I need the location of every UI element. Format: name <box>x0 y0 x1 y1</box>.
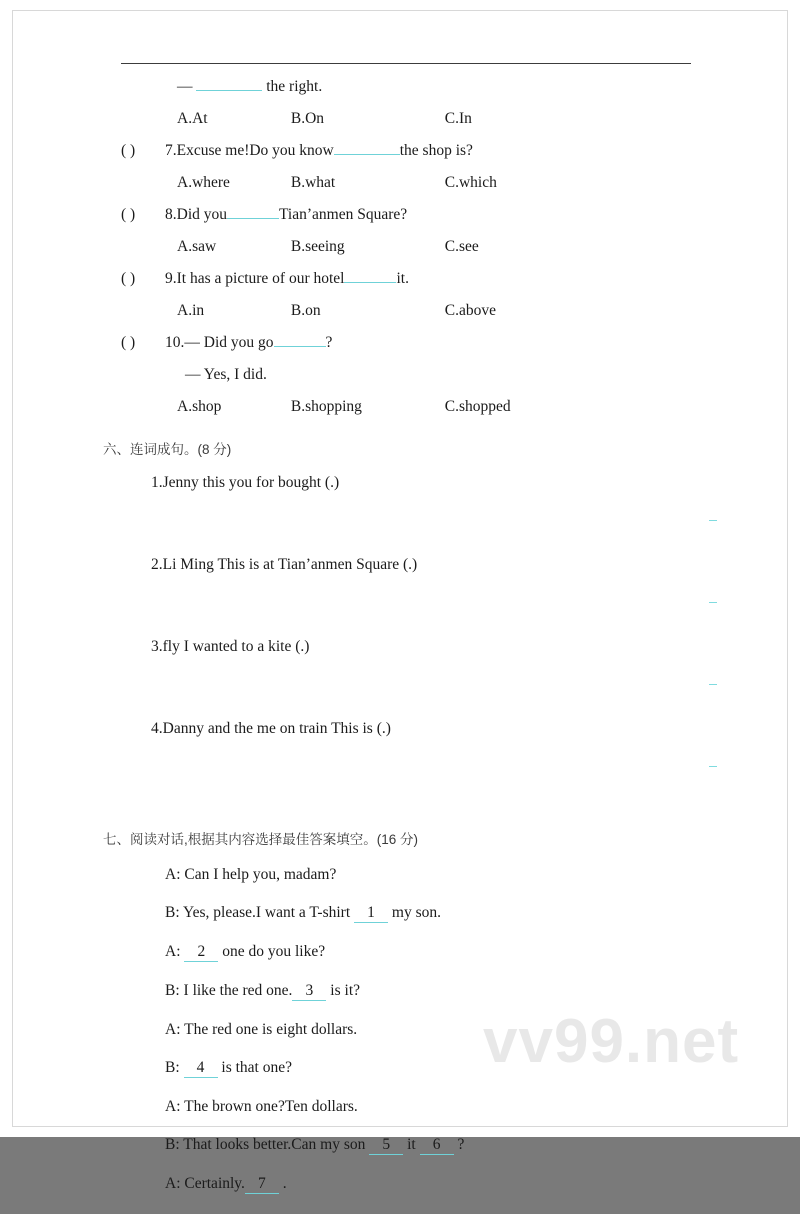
dialogue-text: it <box>403 1136 420 1153</box>
dialogue-line <box>165 866 701 884</box>
worksheet-sheet <box>12 10 788 1192</box>
sentence-item-2: 2.Li Ming This is at Tian’anmen Square (.) <box>151 556 418 573</box>
question-number: 7. <box>165 142 177 159</box>
section-six-heading: 六、连词成句。(8 分) <box>103 442 232 457</box>
question-stem-tail: it. <box>396 270 409 287</box>
answer-blank-5[interactable]: 5 <box>369 1136 403 1155</box>
dialogue-speaker: A: <box>165 1021 185 1038</box>
sentence-item-1: 1.Jenny this you for bought (.) <box>151 474 340 491</box>
dialogue-line <box>165 982 701 1001</box>
tick-mark-icon <box>709 520 717 521</box>
answer-blank[interactable] <box>334 154 400 155</box>
section-seven-heading: 七、阅读对话,根据其内容选择最佳答案填空。(16 分) <box>103 832 419 847</box>
dialogue-text: That looks better.Can my son <box>183 1136 370 1153</box>
answer-writing-space[interactable] <box>121 656 701 720</box>
answer-blank-2[interactable]: 2 <box>184 943 218 962</box>
question-10 <box>121 334 701 352</box>
dialogue-text: Yes, please.I want a T-shirt <box>182 904 355 921</box>
dialogue-speaker: A: <box>165 866 185 883</box>
question-stem: Excuse me!Do you know <box>176 142 334 159</box>
question-stem: It has a picture of our hotel <box>176 270 345 287</box>
tick-mark-icon <box>709 602 717 603</box>
answer-blank[interactable] <box>196 90 262 91</box>
dialogue-text: is that one? <box>217 1059 292 1076</box>
dialogue-line <box>165 1175 701 1194</box>
option-row <box>177 398 701 416</box>
dialogue-speaker: A: <box>165 1175 185 1192</box>
answer-blank-1[interactable]: 1 <box>354 904 388 923</box>
question-10-answer-line: — Yes, I did. <box>185 366 267 383</box>
answer-blank-7[interactable]: 7 <box>245 1175 279 1194</box>
question-tail: the right. <box>266 78 323 95</box>
dialogue-speaker: B: <box>165 1059 184 1076</box>
question-stem: — Did you go <box>184 334 274 351</box>
option-b[interactable]: B.shopping <box>290 398 362 415</box>
option-a[interactable]: A.shop <box>177 398 222 415</box>
dialogue-speaker: A: <box>165 943 185 960</box>
dialogue-text: one do you like? <box>218 943 326 960</box>
dialogue-text: Can I help you, madam? <box>184 866 337 883</box>
answer-blank-3[interactable]: 3 <box>292 982 326 1001</box>
option-row <box>177 174 701 192</box>
answer-parenthesis[interactable]: ( ) <box>121 270 136 287</box>
option-c[interactable]: C.In <box>444 110 472 127</box>
dialogue-text: ? <box>453 1136 465 1153</box>
dialogue-line <box>165 943 701 962</box>
answer-parenthesis[interactable]: ( ) <box>121 206 136 223</box>
dialogue-speaker: A: <box>165 1098 185 1115</box>
dialogue-text: . <box>278 1175 287 1192</box>
tick-mark-icon <box>709 766 717 767</box>
question-number: 8. <box>165 206 177 223</box>
question-7 <box>121 142 701 160</box>
answer-blank[interactable] <box>227 218 279 219</box>
question-stem-tail: the shop is? <box>399 142 473 159</box>
dialogue-line <box>165 904 701 923</box>
dialogue-line <box>165 1136 701 1155</box>
question-partial <box>121 78 701 96</box>
question-9 <box>121 270 701 288</box>
dialogue-text: is it? <box>326 982 361 999</box>
answer-blank[interactable] <box>274 346 326 347</box>
question-number: 9. <box>165 270 177 287</box>
dialogue-text: my son. <box>388 904 441 921</box>
option-c[interactable]: C.shopped <box>444 398 511 415</box>
answer-blank[interactable] <box>344 282 396 283</box>
answer-parenthesis[interactable]: ( ) <box>121 142 136 159</box>
answer-writing-space[interactable] <box>121 738 701 802</box>
em-dash: — <box>177 78 193 95</box>
option-c[interactable]: C.above <box>444 302 496 319</box>
question-8 <box>121 206 701 224</box>
dialogue-speaker: B: <box>165 982 184 999</box>
question-stem-tail: ? <box>325 334 333 351</box>
answer-parenthesis[interactable]: ( ) <box>121 334 136 351</box>
watermark: vv99.net <box>483 1007 740 1076</box>
horizontal-rule <box>121 63 691 64</box>
option-a[interactable]: A.in <box>177 302 205 319</box>
question-number: 10. <box>165 334 185 351</box>
answer-blank-6[interactable]: 6 <box>420 1136 454 1155</box>
option-row <box>177 238 701 256</box>
dialogue-speaker: B: <box>165 904 183 921</box>
option-c[interactable]: C.see <box>444 238 479 255</box>
dialogue-text: The brown one?Ten dollars. <box>184 1098 358 1115</box>
sentence-item-4: 4.Danny and the me on train This is (.) <box>151 720 391 737</box>
dialogue-text: I like the red one. <box>183 982 293 999</box>
dialogue-speaker: B: <box>165 1136 184 1153</box>
dialogue-text: Certainly. <box>184 1175 245 1192</box>
answer-writing-space[interactable] <box>121 492 701 556</box>
question-stem-tail: Tian’anmen Square? <box>279 206 408 223</box>
option-row <box>177 302 701 320</box>
option-row <box>177 110 701 128</box>
option-b[interactable]: B.On <box>290 110 325 127</box>
dialogue-text: The red one is eight dollars. <box>184 1021 358 1038</box>
option-b[interactable]: B.seeing <box>290 238 345 255</box>
question-stem: Did you <box>176 206 227 223</box>
option-c[interactable]: C.which <box>444 174 497 191</box>
answer-blank-4[interactable]: 4 <box>184 1059 218 1078</box>
dialogue-line <box>165 1098 701 1116</box>
option-a[interactable]: A.where <box>177 174 230 191</box>
option-b[interactable]: B.what <box>290 174 336 191</box>
option-a[interactable]: A.At <box>177 110 208 127</box>
option-a[interactable]: A.saw <box>177 238 217 255</box>
sentence-item-3: 3.fly I wanted to a kite (.) <box>151 638 310 655</box>
answer-writing-space[interactable] <box>121 574 701 638</box>
tick-mark-icon <box>709 684 717 685</box>
option-b[interactable]: B.on <box>290 302 321 319</box>
